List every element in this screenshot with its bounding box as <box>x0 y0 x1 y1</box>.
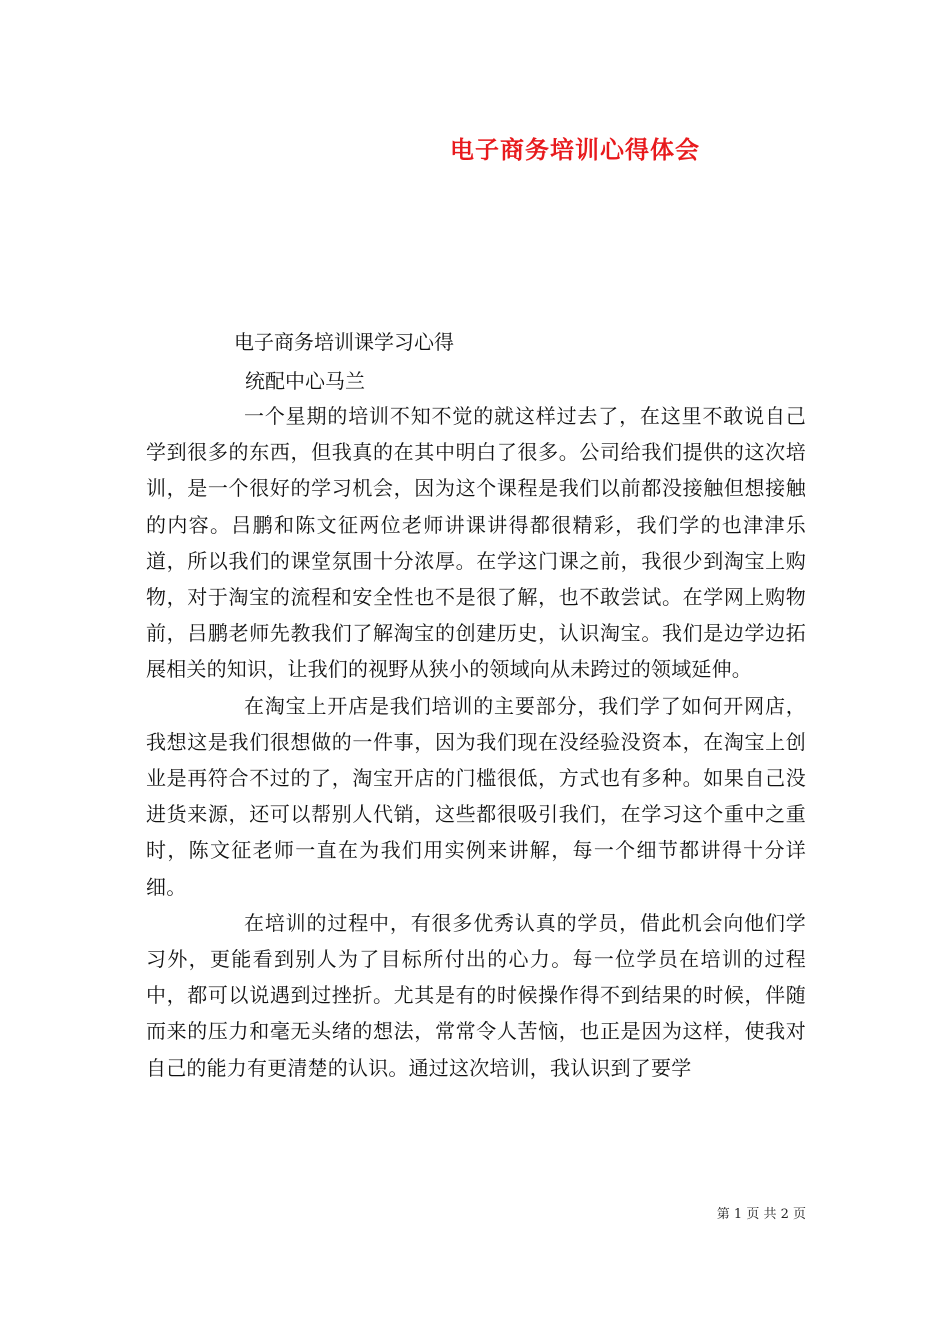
document-title: 电子商务培训心得体会 <box>450 135 700 164</box>
document-subtitle: 电子商务培训课学习心得 <box>234 330 454 354</box>
document-author: 统配中心马兰 <box>245 369 365 393</box>
body-paragraph-1: 一个星期的培训不知不觉的就这样过去了，在这里不敢说自己学到很多的东西，但我真的在其中明白了很多。公司给我们提供的这次培训，是一个很好的学习机会，因为这个课程是我们以前都没接触但想接触的内容。吕鹏和陈文征两位老师讲课讲得都很精彩，我们学的也津津乐道，所以我们的课堂氛围十分浓厚。在学这门课之前，我很少到淘宝上购物，对于淘宝的流程和安全性也不是很了解，也不敢尝试。在学网上购物前，吕鹏老师先教我们了解淘宝的创建历史，认识淘宝。我们是边学边拓展相关的知识，让我们的视野从狭小的领域向从未跨过的领域延伸。 <box>146 404 806 682</box>
body-paragraph-3: 在培训的过程中，有很多优秀认真的学员，借此机会向他们学习外，更能看到别人为了目标所付出的心力。每一位学员在培训的过程中，都可以说遇到过挫折。尤其是有的时候操作得不到结果的时候，伴随而来的压力和毫无头绪的想法，常常令人苦恼，也正是因为这样，使我对自己的能力有更清楚的认识。通过这次培训，我认识到了要学 <box>146 910 806 1080</box>
body-paragraph-2: 在淘宝上开店是我们培训的主要部分，我们学了如何开网店，我想这是我们很想做的一件事，因为我们现在没经验没资本，在淘宝上创业是再符合不过的了，淘宝开店的门槛很低，方式也有多种。如果自己没进货来源，还可以帮别人代销，这些都很吸引我们，在学习这个重中之重时，陈文征老师一直在为我们用实例来讲解，每一个细节都讲得十分详细。 <box>146 693 806 899</box>
page-number-footer: 第 1 页 共 2 页 <box>716 1207 806 1222</box>
document-body <box>146 398 806 1086</box>
